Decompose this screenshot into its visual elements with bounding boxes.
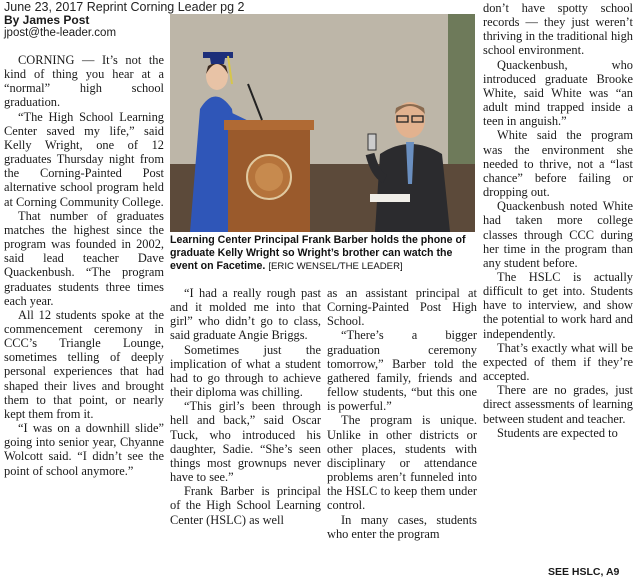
paragraph: All 12 students spoke at the commencement ceremony in CCC’s Triangle Lounge, sometimes telling of deeply personal experiences that had shaped their lives and brought them to that point, or nearly kept them from it. bbox=[4, 307, 164, 421]
paragraph: Quackenbush noted White had taken more college classes through CCC during her time in the program than any student before. bbox=[483, 199, 633, 270]
paragraph: “I was on a downhill slide” going into senior year, Chyanne Wolcott said. “I didn’t see the point of school anymore.” bbox=[4, 421, 164, 478]
paragraph: The HSLC is actually difficult to get into. Students have to interview, and show the potential to work hard and independently. bbox=[483, 269, 633, 341]
byline: By James Post bbox=[4, 13, 90, 27]
photo-caption bbox=[170, 234, 475, 273]
author-email: jpost@the-leader.com bbox=[4, 27, 117, 39]
page-dateline: June 23, 2017 Reprint Corning Leader pg 2 bbox=[4, 0, 245, 14]
paragraph: Quackenbush, who introduced graduate Brooke White, said White was “an adult mind trapped inside a teen in anguish.” bbox=[483, 57, 633, 129]
paragraph: Sometimes just the implication of what a student had to go through to achieve their diploma was chilling. bbox=[170, 342, 321, 400]
graduation-photo bbox=[170, 14, 475, 232]
paragraph: In many cases, students who enter the program bbox=[327, 512, 477, 541]
article-column-4 bbox=[483, 1, 633, 440]
photo-credit: [ERIC WENSEL/THE LEADER] bbox=[268, 260, 403, 272]
paragraph: There are no grades, just direct assessments of learning between student and teacher. bbox=[483, 383, 633, 426]
paragraph: That’s exactly what will be expected of them if they’re accepted. bbox=[483, 340, 633, 384]
article-column-3 bbox=[327, 286, 477, 541]
paragraph: Students are expected to bbox=[497, 425, 618, 440]
paragraph: That number of graduates matches the highest since the program was founded in 2002, said lead teacher Dave Quackenbush. “The program graduates students three times each year. bbox=[4, 208, 164, 308]
caption-text: Learning Center Principal Frank Barber holds the phone of graduate Kelly Wright so Wright’s brother can watch the event on Facetime. bbox=[170, 234, 466, 272]
photo-illustration bbox=[170, 14, 475, 232]
paragraph: Frank Barber is principal of the High School Learning Center (HSLC) as well bbox=[170, 484, 321, 527]
paragraph: as an assistant principal at Corning-Painted Post High School. bbox=[327, 286, 477, 329]
paragraph: “The High School Learning Center saved my life,” said Kelly Wright, one of 12 graduates Thursday night from the Corning-Painted Post alternative school program held at Corning Community College. bbox=[4, 109, 164, 209]
paragraph: “I had a really rough past and it molded me into that girl” who didn’t go to class, said graduate Angie Briggs. bbox=[170, 286, 321, 343]
paragraph: don’t have spotty school records — they just weren’t thriving in the traditional high school environment. bbox=[483, 1, 633, 58]
article-column-1 bbox=[4, 53, 164, 478]
continued-jump-link[interactable]: SEE HSLC, A9 bbox=[548, 566, 620, 578]
paragraph: White said the program was the environment she needed to thrive, not a “last chance” before failing or dropping out. bbox=[483, 128, 633, 200]
paragraph: The program is unique. Unlike in other districts or other places, students with disciplinary or attendance problems aren’t funneled into the HSLC to keep them under control. bbox=[327, 413, 477, 513]
paragraph: “This girl’s been through hell and back,” said Oscar Tuck, who introduced his daughter, Sadie. “She’s seen things most grownups never have to see.” bbox=[170, 399, 321, 485]
paragraph: “There’s a bigger graduation ceremony tomorrow,” Barber told the gathered family, friends and fellow students, “but this one is powerful.” bbox=[327, 328, 477, 414]
article-column-2 bbox=[170, 286, 321, 527]
paragraph: CORNING — It’s not the kind of thing you hear at a “normal” high school graduation. bbox=[4, 53, 164, 110]
